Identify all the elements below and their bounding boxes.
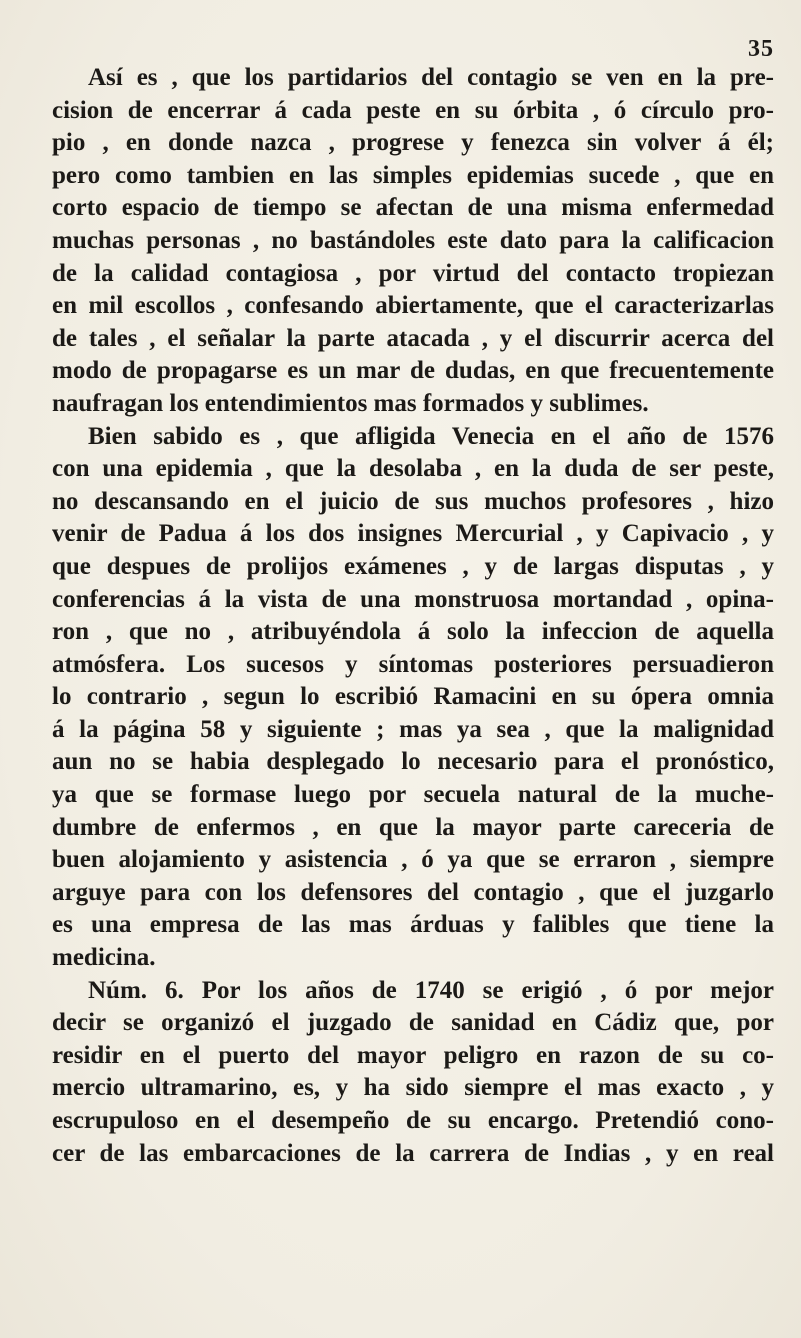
text-line: es una empresa de las mas árduas y falibles que tiene la [52,911,774,939]
text-line: escrupuloso en el desempeño de su encargo. Pretendió cono- [52,1107,774,1134]
text-line: corto espacio de tiempo se afectan de una misma enfermedad [52,194,774,222]
text-line: naufragan los entendimientos mas formados y sublimes. [52,389,649,417]
page-number: 35 [748,36,774,62]
text-line: cision de encerrar á cada peste en su órbita , ó círculo pro- [52,96,774,124]
text-line: atmósfera. Los sucesos y síntomas posteriores persuadieron [52,650,774,678]
text-line: cer de las embarcaciones de la carrera de Indias , y en real [52,1139,774,1167]
text-line: de la calidad contagiosa , por virtud del contacto tropiezan [52,259,774,287]
text-line: de tales , el señalar la parte atacada , y el discurrir acerca del [52,324,774,352]
text-line: medicina. [52,944,156,972]
text-line: en mil escollos , confesando abiertamente, que el caracterizarlas [52,292,774,320]
text-line: no descansando en el juicio de sus muchos profesores , hizo [52,487,774,515]
text-line: mercio ultramarino, es, y ha sido siempre el mas exacto , y [52,1074,774,1102]
text-line: á la página 58 y siguiente ; mas ya sea , que la malignidad [52,715,774,743]
text-line: con una epidemia , que la desolaba , en la duda de ser peste, [52,455,774,483]
text-line: decir se organizó el juzgado de sanidad en Cádiz que, por [52,1009,774,1037]
text-line: que despues de prolijos exámenes , y de largas disputas , y [52,552,774,580]
text-line: Así es , que los partidarios del contagio se ven en la pre- [88,64,774,91]
text-line: aun no se habia desplegado lo necesario para el pronóstico, [52,748,774,776]
body-text [52,62,774,1170]
text-line: ron , que no , atribuyéndola á solo la infeccion de aquella [52,618,774,646]
text-line: modo de propagarse es un mar de dudas, en que frecuentemente [52,357,774,385]
text-line: dumbre de enfermos , en que la mayor parte careceria de [52,813,774,841]
text-line: pio , en donde nazca , progrese y fenezca sin volver á él; [52,129,774,157]
text-line: pero como tambien en las simples epidemias sucede , que en [52,161,774,189]
text-line: lo contrario , segun lo escribió Ramacini en su ópera omnia [52,683,774,711]
text-line: Bien sabido es , que afligida Venecia en el año de 1576 [88,422,774,450]
text-line: buen alojamiento y asistencia , ó ya que se erraron , siempre [52,846,774,874]
text-line: ya que se formase luego por secuela natural de la muche- [52,781,774,809]
text-line: arguye para con los defensores del contagio , que el juzgarlo [52,878,774,906]
text-line: residir en el puerto del mayor peligro en razon de su co- [52,1041,774,1069]
text-line: venir de Padua á los dos insignes Mercurial , y Capivacio , y [52,520,774,548]
text-line: conferencias á la vista de una monstruosa mortandad , opina- [52,585,774,613]
text-line: muchas personas , no bastándoles este dato para la calificacion [52,226,774,254]
text-line: Núm. 6. Por los años de 1740 se erigió , ó por mejor [88,976,774,1004]
